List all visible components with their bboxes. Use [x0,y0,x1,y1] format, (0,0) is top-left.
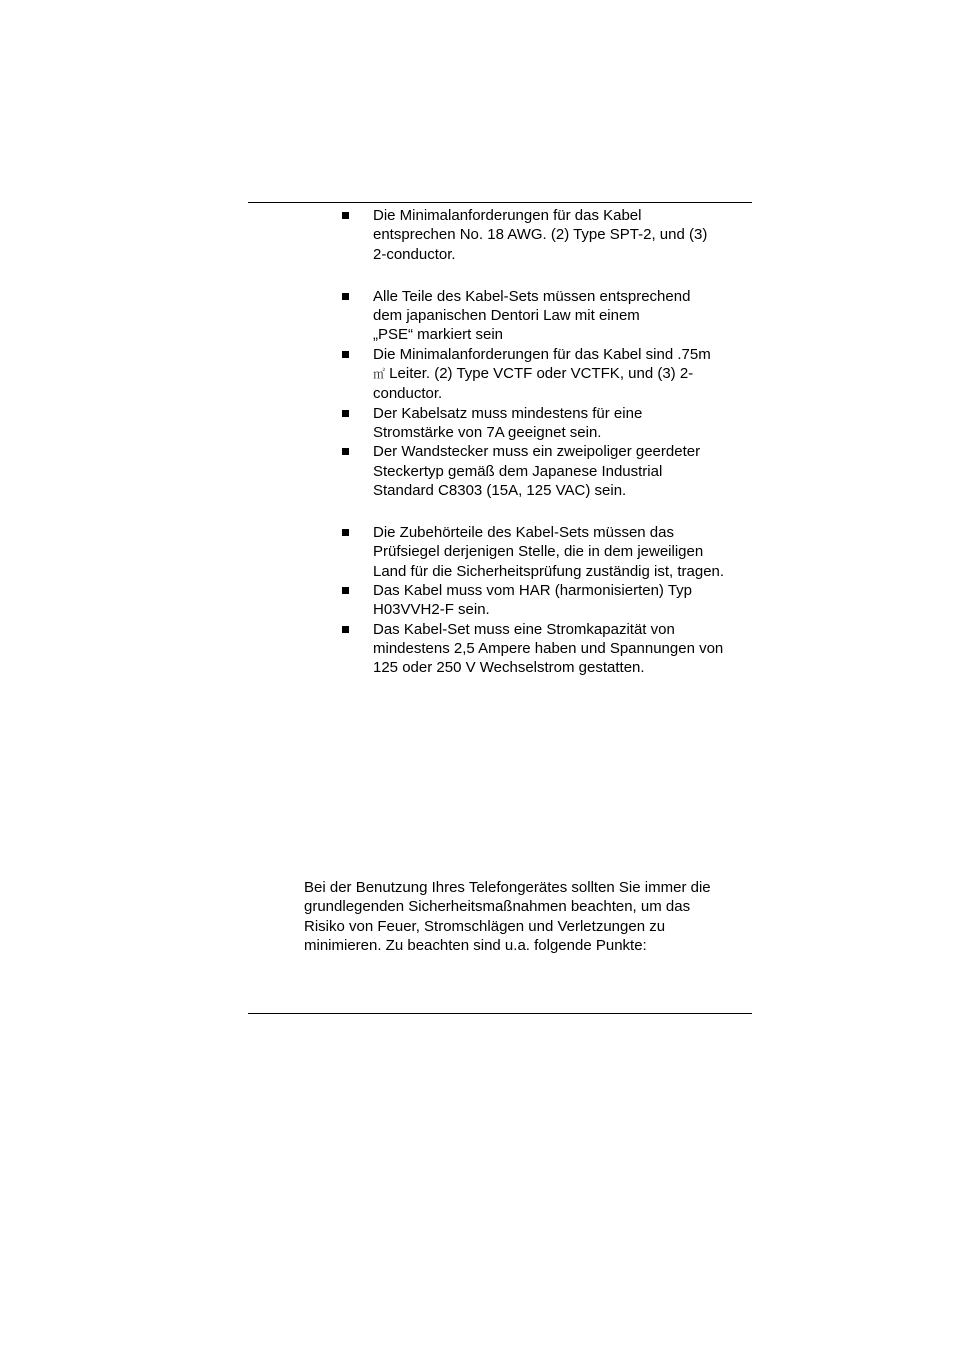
requirements-group-usa [340,206,752,264]
square-bullet-icon [342,587,349,594]
safety-intro-paragraph: Bei der Benutzung Ihres Telefongerätes sollten Sie immer die grundlegenden Sicherheitsmaßnahmen beachten, um das Risiko von Feuer, Stromschlägen und Verletzungen zu minimieren. Zu beachten sind u.a. folgende Punkte: [304,879,711,954]
square-bullet-icon [342,529,349,536]
bottom-divider [248,1013,752,1014]
list-item-text: Die Minimalanforderungen für das Kabel entsprechen No. 18 AWG. (2) Type SPT-2, und (3) 2-conductor. [373,207,708,263]
list-item [340,581,752,620]
list-item [340,523,752,581]
square-bullet-icon [342,626,349,633]
list-item-text: Die Zubehörteile des Kabel-Sets müssen das Prüfsiegel derjenigen Stelle, die in dem jeweiligen Land für die Sicherheitsprüfung zuständig ist, tragen. [373,524,725,580]
list-item [340,287,752,345]
list-item-text-line: Die Minimalanforderungen für das Kabel sind .75m [373,345,711,363]
list-item [340,345,752,404]
square-bullet-icon [342,410,349,417]
requirements-group-japan [340,287,752,500]
list-item [340,442,752,500]
requirements-group-europe [340,523,752,677]
list-item [340,404,752,443]
list-item-text: Das Kabel-Set muss eine Stromkapazität von mindestens 2,5 Ampere haben und Spannungen von 125 oder 250 V Wechselstrom gestatten. [373,620,724,677]
list-item-text-line: Leiter. (2) Type VCTF oder VCTFK, und (3) 2- conductor. [373,365,694,403]
list-item [340,206,752,264]
square-bullet-icon [342,212,349,219]
list-item-text: Der Kabelsatz muss mindestens für eine Stromstärke von 7A geeignet sein. [373,404,643,441]
list-item-text: Alle Teile des Kabel-Sets müssen entsprechend dem japanischen Dentori Law mit einem „PSE“ markiert sein [373,287,691,344]
list-item-text: Das Kabel muss vom HAR (harmonisierten) Typ H03VVH2-F sein. [373,582,692,619]
list-item [340,620,752,678]
list-item-text: Der Wandstecker muss ein zweipoliger geerdeter Steckertyp gemäß dem Japanese Industrial Standard C8303 (15A, 125 VAC) sein. [373,443,701,499]
top-divider [248,202,752,203]
list-item-text [373,345,752,404]
square-bullet-icon [342,293,349,300]
square-meter-symbol: ㎡ [373,367,386,382]
square-bullet-icon [342,351,349,358]
requirements-list [340,206,752,678]
square-bullet-icon [342,448,349,455]
